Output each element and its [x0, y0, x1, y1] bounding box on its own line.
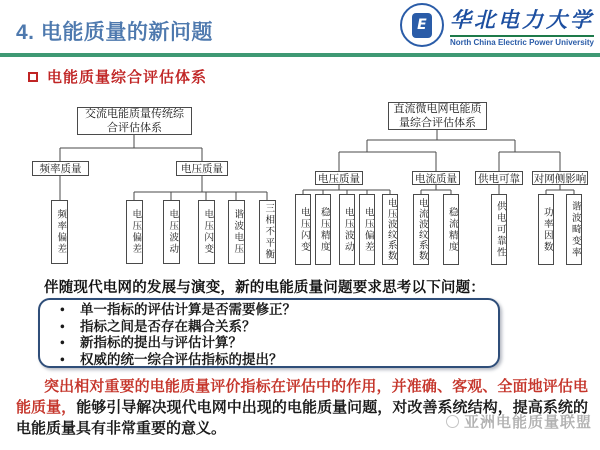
dc-branch-supply-reliability: 供电可靠 — [475, 171, 523, 185]
tree-leaf: 电压偏差 — [359, 194, 375, 265]
question-item: • 新指标的提出与评估计算？ — [40, 335, 498, 352]
apqa-watermark-text: 亚洲电能质量联盟 — [464, 415, 593, 431]
dc-branch-current-quality: 电流质量 — [412, 171, 460, 185]
tree-leaf: 谐波电压 — [228, 200, 245, 264]
tree-leaf: 电压闪变 — [295, 194, 311, 265]
question-item: • 指标之间是否存在耦合关系？ — [40, 319, 498, 336]
tree-leaf: 电压波纹系数 — [382, 194, 398, 265]
dc-branch-grid-side-impact: 对网侧影响 — [532, 171, 588, 185]
conclusion-highlight: 突出相对重要的电能质量评价指标在评估中的作用，并准确、客观、全面地评估电能质量， — [16, 379, 588, 416]
question-item: • 单一指标的评估计算是否需要修正？ — [40, 302, 498, 319]
university-logo — [400, 3, 594, 47]
tree-leaf: 频率偏差 — [51, 200, 68, 264]
page-title: 4. 电能质量的新问题 — [16, 21, 213, 44]
questions-list — [40, 302, 498, 368]
logo-underline — [450, 35, 594, 37]
tree-leaf: 电压波动 — [339, 194, 355, 265]
university-emblem-icon: E — [400, 3, 444, 47]
tree-leaf: 稳压精度 — [315, 194, 331, 265]
ac-branch-voltage-quality: 电压质量 — [176, 161, 228, 176]
tree-leaf: 谐波畸变率 — [566, 194, 582, 265]
tree-leaf: 功率因数 — [538, 194, 554, 265]
tree-leaf: 供电可靠性 — [491, 194, 507, 265]
dc-tree-root: 直流微电网电能质量综合评估体系 — [388, 102, 487, 130]
tree-leaf: 电流波纹系数 — [413, 194, 429, 265]
tree-leaf: 电压闪变 — [198, 200, 215, 264]
university-name-cn: 华北电力大学 — [449, 6, 594, 32]
apqa-watermark — [446, 411, 592, 432]
tree-leaf: 稳流精度 — [443, 194, 459, 265]
question-item: • 权威的统一综合评估指标的提出？ — [40, 352, 498, 369]
dc-branch-voltage-quality: 电压质量 — [315, 171, 363, 185]
evaluation-tree-diagrams — [10, 98, 590, 282]
intro-text: 伴随现代电网的发展与演变，新的电能质量问题要求思考以下问题： — [44, 280, 485, 296]
ac-tree-root: 交流电能质量传统综合评估体系 — [77, 107, 192, 135]
questions-box — [38, 298, 500, 368]
university-name-en: North China Electric Power University — [449, 37, 594, 47]
ac-branch-frequency-quality: 频率质量 — [32, 161, 89, 176]
section-title: 电能质量综合评估体系 — [47, 70, 208, 86]
section-heading — [28, 66, 207, 87]
tree-leaf: 电压波动 — [163, 200, 180, 264]
tree-leaf: 三相不平衡 — [259, 200, 276, 264]
apqa-logo-icon — [446, 415, 459, 428]
section-bullet-icon — [28, 72, 38, 82]
university-name — [450, 4, 594, 47]
tree-leaf: 电压偏差 — [126, 200, 143, 264]
header-divider — [0, 53, 600, 57]
conclusion-rest: 能够引导解决现代电网中出现的电能质量问题，对改善系统结构，提高系统的电能质量具有非常重要的意义。 — [16, 400, 588, 437]
